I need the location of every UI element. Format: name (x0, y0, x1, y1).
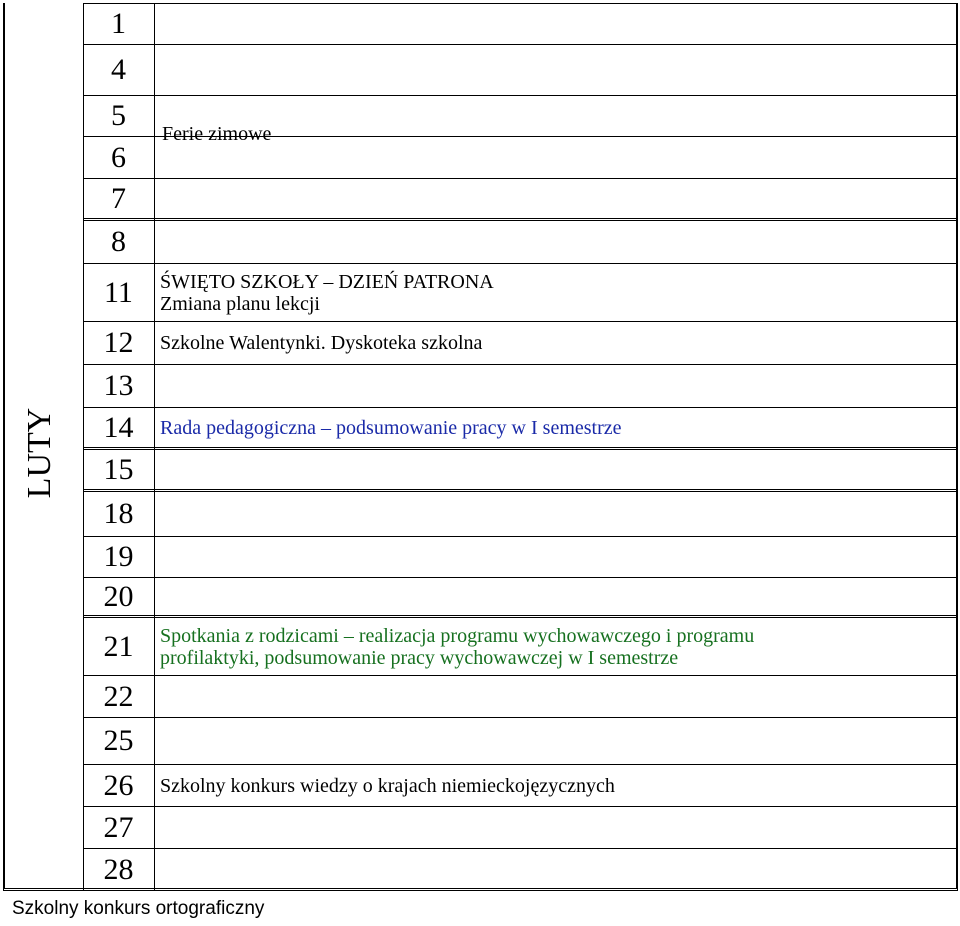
event-line: ŚWIĘTO SZKOŁY – DZIEŃ PATRONA (160, 270, 494, 293)
day-number: 19 (103, 540, 134, 573)
day-number: 14 (103, 410, 134, 444)
event-text (160, 765, 615, 806)
event-detail: – podsumowanie pracy w I semestrze (316, 416, 622, 439)
table-row (83, 408, 957, 450)
month-label: LUTY (21, 407, 58, 499)
day-number: 20 (103, 579, 134, 613)
table-row (83, 450, 957, 492)
day-number: 25 (103, 724, 134, 757)
day-number: 1 (111, 7, 126, 40)
event-line (160, 625, 754, 647)
day-number: 6 (111, 140, 126, 174)
day-number: 12 (103, 326, 134, 359)
table-row (83, 45, 957, 96)
table-row (83, 849, 957, 891)
day-number: 21 (103, 629, 134, 663)
event-text (160, 618, 754, 675)
event-line: Szkolne Walentynki. Dyskoteka szkolna (160, 332, 483, 354)
event-text (160, 322, 482, 364)
day-number: 22 (103, 679, 134, 713)
event-line: profilaktyki, podsumowanie pracy wychowawczej w I semestrze (160, 646, 679, 669)
day-number: 15 (103, 452, 134, 486)
table-row (83, 221, 957, 264)
day-number: 26 (103, 768, 134, 802)
event-line (160, 417, 622, 439)
footer-note: Szkolny konkurs ortograficzny (12, 898, 265, 919)
day-number: 4 (111, 53, 126, 86)
day-number: 8 (111, 225, 126, 258)
table-row (83, 807, 957, 849)
table-row (83, 537, 957, 578)
day-number: 28 (103, 852, 134, 886)
event-line: Zmiana planu lekcji (160, 292, 320, 315)
day-number: 13 (103, 369, 134, 402)
event-detail: – realizacja programu wychowawczego i programu (338, 624, 755, 647)
table-row (83, 365, 957, 408)
event-text (160, 264, 494, 321)
table-row (83, 264, 957, 322)
event-highlight: Rada pedagogiczna (160, 416, 317, 439)
table-row (83, 765, 957, 807)
event-highlight: Spotkania z rodzicami (160, 624, 339, 647)
event-line: Szkolny konkurs wiedzy o krajach niemieckojęzycznych (160, 774, 615, 797)
event-text (160, 408, 622, 447)
month-column (3, 3, 83, 891)
day-number: 11 (104, 275, 133, 309)
ferie-label: Ferie zimowe (162, 123, 272, 145)
table-row (83, 676, 957, 718)
day-number: 7 (111, 181, 126, 215)
table-row (83, 578, 957, 618)
table-row (83, 4, 957, 45)
day-number: 27 (103, 810, 134, 844)
table-row (83, 322, 957, 365)
day-number: 5 (111, 99, 126, 132)
table-row (83, 718, 957, 765)
day-number: 18 (103, 497, 134, 530)
table-row (83, 492, 957, 537)
table-row (83, 618, 957, 676)
table-row (83, 179, 957, 221)
